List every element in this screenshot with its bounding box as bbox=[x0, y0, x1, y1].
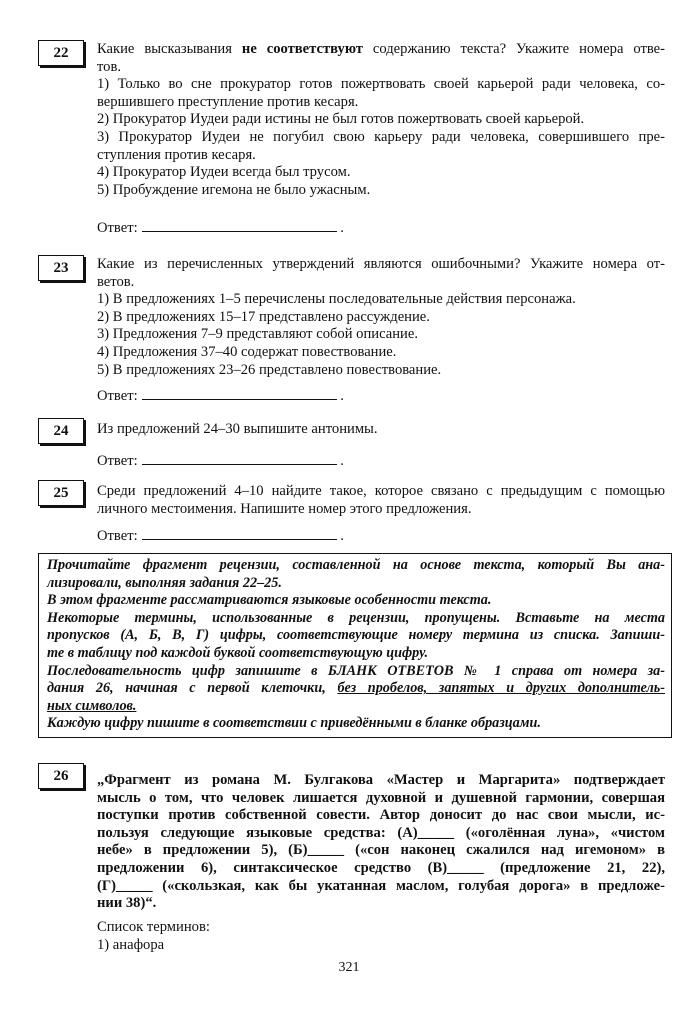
text-line: „Фрагмент из романа М. Булгакова «Мастер и Маргарита» подтверждает bbox=[97, 772, 665, 788]
text-line bbox=[47, 610, 665, 628]
task-text bbox=[97, 41, 665, 199]
review-fragment-text bbox=[97, 772, 665, 913]
text-line bbox=[97, 501, 665, 519]
task-number-box: 23 bbox=[38, 255, 84, 281]
text-line bbox=[97, 164, 665, 182]
text-line: мысль о том, что человек лишается духовной и душевной гармонии, совершая bbox=[97, 789, 665, 806]
task-text bbox=[97, 483, 665, 518]
text-line bbox=[97, 59, 665, 77]
text-segment: Какие из перечисленных утверждений являются ошибочными? Укажите номера от- bbox=[97, 256, 665, 272]
answer-row bbox=[97, 387, 344, 405]
text-line bbox=[97, 147, 665, 165]
text-line: нии 38)“. bbox=[97, 895, 157, 912]
task-number-box: 24 bbox=[38, 418, 84, 444]
text-line bbox=[97, 256, 665, 274]
text-segment: Каждую цифру пишите в соответствии с приведёнными в бланке образцами. bbox=[47, 715, 541, 732]
answer-label: Ответ: bbox=[97, 528, 138, 544]
text-line: (Г)_____ («скользкая, как бы укатанная маслом, голубая дорога» в предложе- bbox=[97, 877, 665, 894]
term-item: 1) анафора bbox=[97, 936, 165, 953]
text-segment: не соответствуют bbox=[241, 41, 363, 57]
text-line bbox=[47, 592, 665, 610]
text-segment: 1) Только во сне прокуратор готов пожертвовать своей карьерой ради человека, со- bbox=[97, 76, 665, 93]
answer-field[interactable] bbox=[142, 527, 337, 540]
answer-label: Ответ: bbox=[97, 453, 138, 469]
text-segment: Среди предложений 4–10 найдите такое, которое связано с предыдущим с помощью bbox=[97, 483, 665, 499]
task-number-box: 25 bbox=[38, 480, 84, 506]
answer-row bbox=[97, 452, 344, 470]
text-line bbox=[47, 575, 665, 593]
answer-field[interactable] bbox=[142, 452, 337, 465]
text-line: пользуя следующие языковые средства: (А)_____ («оголённая луна», «чистом bbox=[97, 824, 665, 841]
text-segment: содержанию текста? Укажите номера отве- bbox=[362, 41, 665, 57]
text-line bbox=[97, 326, 665, 344]
answer-period: . bbox=[336, 220, 344, 236]
text-segment: личного местоимения. Напишите номер этого предложения. bbox=[97, 500, 472, 517]
text-line bbox=[97, 111, 665, 129]
text-line: поступки против собственной совести. Автор доносит до нас свои мысли, ис- bbox=[97, 807, 665, 824]
task-text bbox=[97, 256, 665, 379]
text-segment: ных символов. bbox=[47, 697, 137, 714]
answer-field[interactable] bbox=[142, 387, 337, 400]
text-segment: 4) Предложения 37–40 содержат повествование. bbox=[97, 343, 397, 360]
text-segment: ветов. bbox=[97, 273, 135, 290]
text-segment: ступления против кесаря. bbox=[97, 146, 256, 163]
text-segment: 2) Прокуратор Иудеи ради истины не был готов пожертвовать своей карьерой. bbox=[97, 111, 585, 128]
text-segment: тов. bbox=[97, 58, 122, 75]
text-line bbox=[97, 274, 665, 292]
answer-row bbox=[97, 527, 344, 545]
text-segment: дания 26, начиная с первой клеточки, bbox=[47, 680, 338, 697]
text-line bbox=[47, 698, 665, 716]
text-segment: Прочитайте фрагмент рецензии, составленной на основе текста, который Вы ана- bbox=[47, 557, 665, 573]
text-segment: 4) Прокуратор Иудеи всегда был трусом. bbox=[97, 164, 351, 181]
text-line bbox=[97, 421, 665, 439]
text-segment: Последовательность цифр запишите в БЛАНК ОТВЕТОВ № 1 справа от номера за- bbox=[47, 662, 665, 679]
text-line bbox=[97, 76, 665, 94]
text-segment: лизировали, выполняя задания 22–25. bbox=[47, 574, 282, 591]
task-number-box: 26 bbox=[38, 763, 84, 789]
text-segment: те в таблицу под каждой буквой соответствующую цифру. bbox=[47, 644, 429, 661]
terms-title: Список терминов: bbox=[97, 919, 210, 935]
answer-period: . bbox=[336, 453, 344, 469]
answer-label: Ответ: bbox=[97, 220, 138, 236]
text-line bbox=[97, 182, 665, 200]
answer-period: . bbox=[336, 528, 344, 544]
instruction-box bbox=[38, 553, 672, 738]
answer-field[interactable] bbox=[142, 219, 337, 232]
text-segment: 2) В предложениях 15–17 представлено рассуждение. bbox=[97, 308, 430, 325]
text-segment: 5) Пробуждение игемона не было ужасным. bbox=[97, 181, 371, 198]
page-number: 321 bbox=[338, 960, 360, 975]
text-line: небе» в предложении 5), (Б)_____ («сон наконец сжалился над игемоном» в bbox=[97, 842, 665, 859]
text-segment: Некоторые термины, использованные в рецензии, пропущены. Вставьте на места bbox=[47, 609, 665, 626]
text-segment: пропусков (А, Б, В, Г) цифры, соответствующие номеру термина из списка. Запиши- bbox=[47, 627, 665, 644]
text-line bbox=[47, 680, 665, 698]
text-segment: 3) Прокуратор Иудеи не погубил свою карьеру ради человека, совершившего пре- bbox=[97, 128, 665, 145]
text-line bbox=[97, 483, 665, 501]
answer-row bbox=[97, 219, 344, 237]
text-line bbox=[47, 645, 665, 663]
terms-list bbox=[97, 919, 665, 954]
text-line bbox=[47, 627, 665, 645]
text-segment: 1) В предложениях 1–5 перечислены последовательные действия персонажа. bbox=[97, 291, 576, 308]
text-line bbox=[97, 309, 665, 327]
answer-period: . bbox=[336, 388, 344, 404]
text-line bbox=[47, 557, 665, 575]
text-segment: В этом фрагменте рассматриваются языковые особенности текста. bbox=[47, 592, 492, 609]
text-segment: Из предложений 24–30 выпишите антонимы. bbox=[97, 421, 378, 437]
text-line: предложении 6), синтаксическое средство (В)_____ (предложение 21, 22), bbox=[97, 859, 665, 876]
text-line bbox=[97, 291, 665, 309]
text-segment: 3) Предложения 7–9 представляют собой описание. bbox=[97, 326, 418, 343]
text-line bbox=[47, 715, 665, 733]
text-segment: без пробелов, запятых и других дополнитель- bbox=[337, 680, 665, 697]
answer-label: Ответ: bbox=[97, 388, 138, 404]
task-number-box: 22 bbox=[38, 40, 84, 66]
text-line bbox=[97, 129, 665, 147]
text-line bbox=[97, 94, 665, 112]
task-text bbox=[97, 421, 665, 439]
text-segment: Какие высказывания bbox=[97, 41, 242, 57]
text-line bbox=[97, 344, 665, 362]
text-segment: вершившего преступление против кесаря. bbox=[97, 93, 359, 110]
text-segment: 5) В предложениях 23–26 представлено повествование. bbox=[97, 361, 442, 378]
text-line bbox=[97, 362, 665, 380]
text-line bbox=[47, 663, 665, 681]
text-line bbox=[97, 41, 665, 59]
